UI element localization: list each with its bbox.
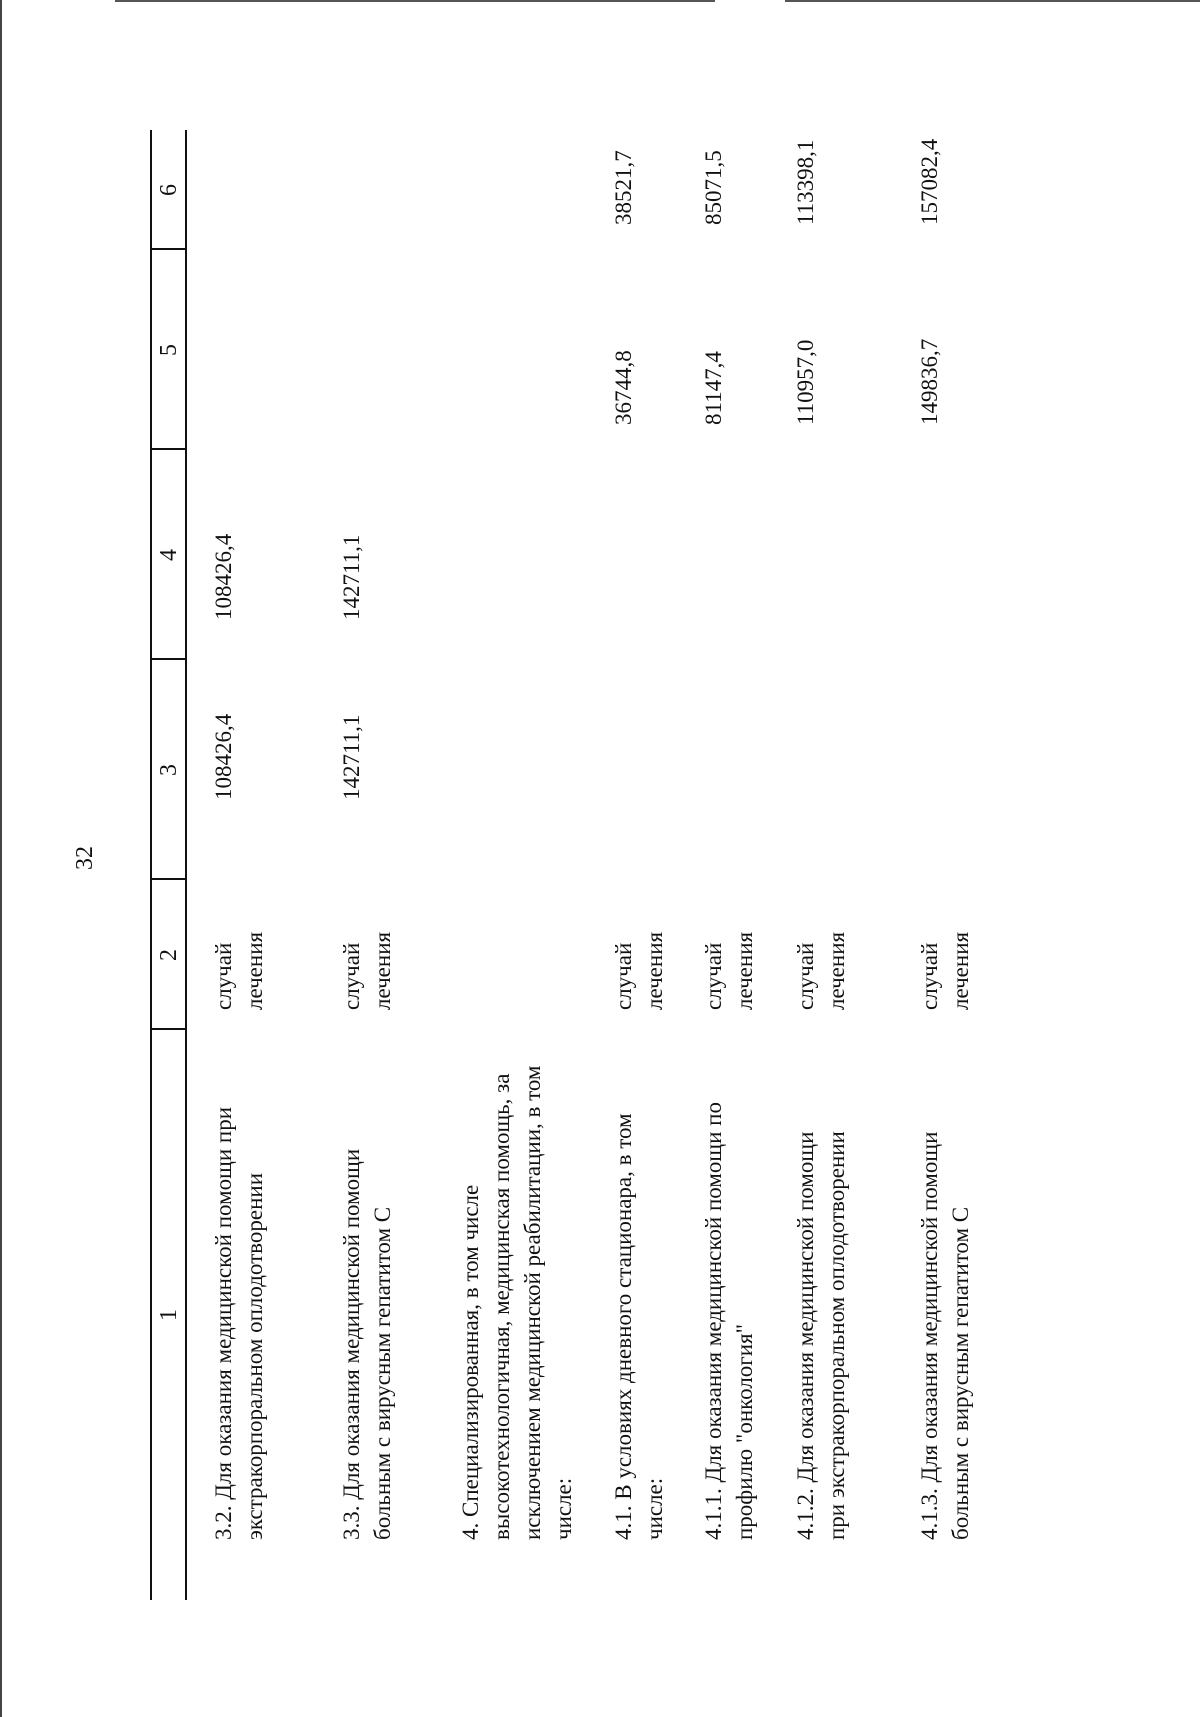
row-col-5: 36744,8	[611, 350, 636, 425]
row-col-3: 108426,4	[211, 713, 236, 800]
row-col-6: 85071,5	[701, 150, 726, 225]
row-name: 4.1.3. Для оказания медицинской помощи больным с вирусным гепатитом С	[917, 1131, 973, 1540]
header-col-4: 4	[156, 549, 182, 561]
page-edge-top	[115, 0, 715, 2]
header-col-2: 2	[156, 949, 182, 961]
row-name: 4.1.2. Для оказания медицинской помощи при экстракорпоральном оплодотворении	[793, 1131, 849, 1540]
header-col-6: 6	[156, 184, 182, 196]
row-unit: случай лечения	[611, 931, 667, 1010]
header-bottom-border	[185, 130, 187, 1600]
row-col-5: 149836,7	[917, 338, 942, 425]
row-col-4: 108426,4	[211, 533, 236, 620]
row-col-6: 38521,7	[611, 150, 636, 225]
row-name: 3.3. Для оказания медицинской помощи больным с вирусным гепатитом С	[339, 1148, 395, 1540]
row-col-5: 110957,0	[793, 339, 818, 425]
row-col-5: 81147,4	[701, 351, 726, 425]
row-name: 4.1.1. Для оказания медицинской помощи по профилю "онкология"	[701, 1102, 757, 1540]
row-unit: случай лечения	[793, 931, 849, 1010]
row-col-4: 142711,1	[339, 534, 364, 620]
rotated-table	[150, 130, 973, 1600]
page-number: 32	[72, 846, 98, 870]
row-unit: случай лечения	[339, 931, 395, 1010]
row-name: 4.1. В условиях дневного стационара, в том числе:	[611, 1113, 667, 1540]
header-col-3: 3	[156, 764, 182, 776]
row-name: 4. Специализированная, в том числе высокотехнологичная, медицинская помощь, за исключением медицинской реабилитации, в том числе:	[458, 1065, 576, 1540]
row-col-6: 157082,4	[917, 138, 942, 225]
header-col-5: 5	[156, 344, 182, 356]
header-col-1: 1	[156, 1309, 182, 1321]
row-name: 3.2. Для оказания медицинской помощи при экстракорпоральном оплодотворении	[211, 1106, 267, 1540]
page-edge-top-right	[785, 0, 1200, 2]
header-top-border	[150, 130, 152, 1600]
row-col-3: 142711,1	[339, 714, 364, 800]
row-unit: случай лечения	[701, 931, 757, 1010]
row-unit: случай лечения	[211, 931, 267, 1010]
page-edge	[0, 0, 2, 1717]
row-col-6: 113398,1	[793, 139, 818, 225]
row-unit: случай лечения	[917, 931, 973, 1010]
